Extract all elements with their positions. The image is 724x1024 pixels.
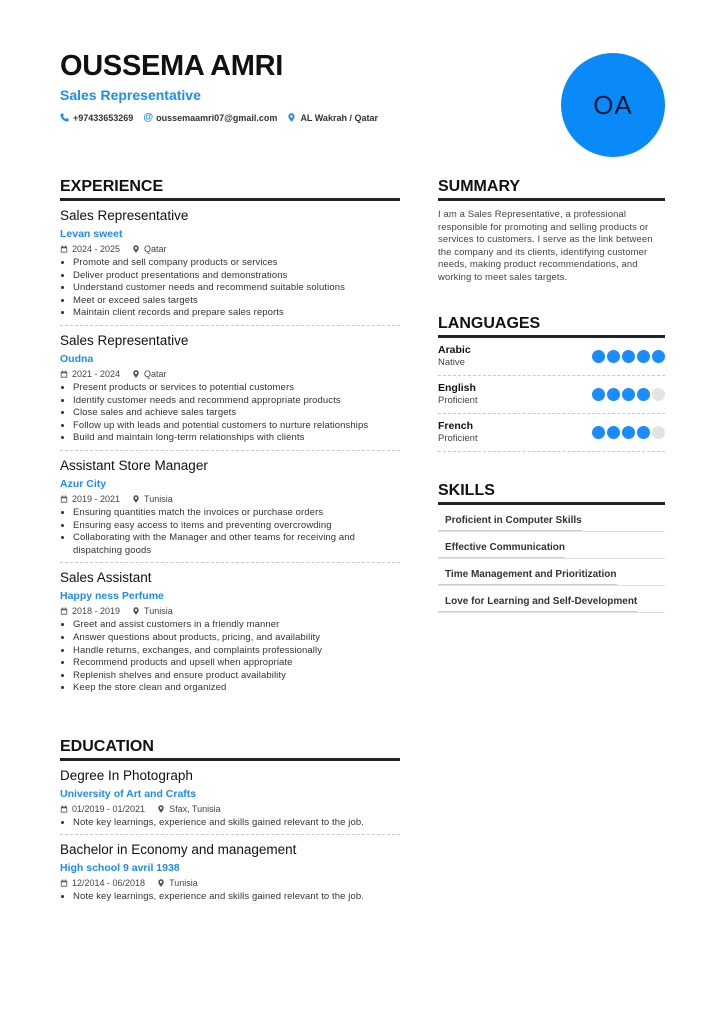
entry-dates bbox=[60, 803, 145, 815]
skills-list bbox=[438, 505, 665, 613]
location-text: AL Wakrah / Qatar bbox=[300, 112, 378, 123]
bullet-item: • Recommend products and upsell when appropriate bbox=[73, 657, 400, 670]
contact-location bbox=[287, 113, 378, 123]
school-name: University of Art and Crafts bbox=[60, 787, 197, 800]
languages-section bbox=[438, 315, 665, 452]
contact-phone[interactable] bbox=[60, 113, 133, 123]
bullet-item: • Understand customer needs and recommend suitable solutions bbox=[73, 282, 400, 295]
experience-entry bbox=[60, 451, 400, 563]
bullet-item: • Greet and assist customers in a friendly manner bbox=[73, 619, 400, 632]
rating-dot bbox=[637, 388, 650, 401]
summary-heading: SUMMARY bbox=[438, 178, 665, 201]
location-pin-icon bbox=[157, 805, 165, 813]
entry-meta bbox=[60, 803, 400, 815]
rating-dot bbox=[607, 388, 620, 401]
language-level: Native bbox=[438, 356, 465, 368]
contact-bar bbox=[60, 112, 388, 123]
dates-text: 12/2014 - 06/2018 bbox=[72, 878, 146, 889]
place-text: Qatar bbox=[144, 368, 167, 379]
bullet-item: • Identify customer needs and recommend appropriate products bbox=[73, 395, 400, 408]
rating-dot bbox=[652, 388, 665, 401]
rating-dot bbox=[592, 426, 605, 439]
candidate-name: OUSSEMA AMRI bbox=[60, 50, 284, 82]
place-text: Qatar bbox=[144, 244, 167, 254]
skills-section bbox=[438, 482, 665, 613]
skill-label: Effective Communication bbox=[445, 541, 566, 553]
entry-dates bbox=[60, 877, 145, 889]
bullet-item: • Build and maintain long-term relationships with clients bbox=[73, 432, 400, 445]
place-text: Sfax, Tunisia bbox=[169, 803, 221, 814]
bullet-item: • Answer questions about products, pricing, and availability bbox=[73, 632, 400, 645]
company-name: Oudna bbox=[60, 352, 94, 365]
experience-entry bbox=[60, 563, 400, 700]
bullet-item: • Keep the store clean and organized bbox=[73, 682, 400, 695]
entry-place bbox=[132, 493, 173, 505]
rating-dot bbox=[607, 350, 620, 363]
entry-place bbox=[157, 803, 221, 815]
skill-tag bbox=[438, 505, 582, 531]
location-pin-icon bbox=[287, 113, 296, 122]
education-section bbox=[60, 738, 400, 909]
place-text: Tunisia bbox=[144, 606, 173, 617]
degree-title: Bachelor in Economy and management bbox=[60, 842, 297, 858]
rating-dot bbox=[592, 388, 605, 401]
entry-meta bbox=[60, 493, 400, 505]
bullet-item: • Deliver product presentations and demonstrations bbox=[73, 270, 400, 283]
rating-dot bbox=[652, 350, 665, 363]
dates-text: 2021 - 2024 bbox=[72, 368, 121, 379]
job-title: Sales Representative bbox=[60, 332, 189, 348]
job-title: Sales Representative bbox=[60, 208, 189, 223]
languages-heading: LANGUAGES bbox=[438, 315, 665, 338]
rating-dot bbox=[637, 426, 650, 439]
languages-list bbox=[438, 338, 665, 452]
bullet-item: • Ensuring quantities match the invoices or purchase orders bbox=[73, 507, 400, 520]
education-entry bbox=[60, 835, 400, 909]
bullet-item: • Close sales and achieve sales targets bbox=[73, 407, 400, 420]
entry-dates bbox=[60, 243, 120, 255]
job-bullets bbox=[60, 619, 400, 695]
location-pin-icon bbox=[132, 607, 140, 615]
entry-place bbox=[132, 368, 167, 380]
location-pin-icon bbox=[132, 245, 140, 253]
left-column bbox=[60, 178, 400, 909]
bullet-item: • Maintain client records and prepare sales reports bbox=[73, 307, 400, 320]
language-entry bbox=[438, 376, 665, 414]
entry-place bbox=[132, 605, 173, 617]
job-title: Sales Assistant bbox=[60, 570, 152, 586]
company-name: Azur City bbox=[60, 477, 107, 490]
job-title: Assistant Store Manager bbox=[60, 457, 208, 473]
education-list bbox=[60, 761, 400, 909]
rating-dot bbox=[622, 388, 635, 401]
language-name: Arabic bbox=[438, 343, 471, 356]
skill-tag bbox=[438, 586, 637, 612]
dates-text: 01/2019 - 01/2021 bbox=[72, 803, 146, 814]
education-heading: EDUCATION bbox=[60, 738, 400, 761]
entry-place bbox=[157, 877, 198, 889]
bullet-item: • Promote and sell company products or services bbox=[73, 257, 400, 270]
dates-text: 2018 - 2019 bbox=[72, 606, 121, 617]
language-name: English bbox=[438, 381, 476, 394]
skill-label: Proficient in Computer Skills bbox=[445, 514, 582, 526]
bullet-item: • Follow up with leads and potential customers to nurture relationships bbox=[73, 420, 400, 433]
right-column bbox=[438, 178, 665, 613]
skill-label: Time Management and Prioritization bbox=[445, 568, 617, 580]
bullet-item: • Meet or exceed sales targets bbox=[73, 295, 400, 308]
entry-dates bbox=[60, 368, 120, 380]
at-icon: @ bbox=[143, 112, 154, 123]
language-level: Proficient bbox=[438, 432, 478, 444]
language-rating bbox=[590, 426, 665, 439]
rating-dot bbox=[607, 426, 620, 439]
language-entry bbox=[438, 414, 665, 452]
entry-meta bbox=[60, 605, 400, 617]
job-bullets bbox=[60, 257, 400, 320]
calendar-icon bbox=[60, 879, 68, 887]
rating-dot bbox=[652, 426, 665, 439]
calendar-icon bbox=[60, 495, 68, 503]
rating-dot bbox=[622, 426, 635, 439]
location-pin-icon bbox=[132, 495, 140, 503]
entry-dates bbox=[60, 493, 120, 505]
experience-heading: EXPERIENCE bbox=[60, 178, 400, 201]
entry-place bbox=[132, 243, 167, 255]
phone-text: +97433653269 bbox=[73, 112, 134, 123]
bullet-item: • Collaborating with the Manager and other teams for receiving and dispatching goods bbox=[73, 532, 400, 557]
skills-heading: SKILLS bbox=[438, 482, 665, 505]
degree-title: Degree In Photograph bbox=[60, 767, 193, 783]
location-pin-icon bbox=[132, 370, 140, 378]
location-pin-icon bbox=[157, 879, 165, 887]
company-name: Levan sweet bbox=[60, 228, 123, 240]
education-bullets bbox=[60, 817, 400, 830]
rating-dot bbox=[622, 350, 635, 363]
entry-meta bbox=[60, 877, 400, 889]
rating-dot bbox=[592, 350, 605, 363]
language-rating bbox=[590, 350, 665, 363]
calendar-icon bbox=[60, 805, 68, 813]
skill-tag bbox=[438, 532, 565, 558]
email-text: oussemaamri07@gmail.com bbox=[156, 112, 278, 123]
language-name: French bbox=[438, 419, 474, 432]
experience-entry bbox=[60, 201, 400, 326]
company-name: Happy ness Perfume bbox=[60, 590, 164, 603]
experience-list bbox=[60, 201, 400, 700]
bullet-item: • Note key learnings, experience and skills gained relevant to the job. bbox=[73, 891, 400, 904]
contact-email[interactable] bbox=[143, 112, 277, 123]
dates-text: 2019 - 2021 bbox=[72, 493, 121, 504]
skill-row bbox=[438, 532, 665, 559]
job-bullets bbox=[60, 382, 400, 445]
place-text: Tunisia bbox=[169, 878, 198, 889]
phone-icon bbox=[60, 113, 69, 122]
skill-row bbox=[438, 559, 665, 586]
calendar-icon bbox=[60, 370, 68, 378]
dates-text: 2024 - 2025 bbox=[72, 244, 121, 254]
bullet-item: • Ensuring easy access to items and preventing overcrowding bbox=[73, 520, 400, 533]
bullet-item: • Present products or services to potential customers bbox=[73, 382, 400, 395]
entry-dates bbox=[60, 605, 120, 617]
bullet-item: • Replenish shelves and ensure product availability bbox=[73, 670, 400, 683]
language-rating bbox=[590, 388, 665, 401]
education-bullets bbox=[60, 891, 400, 904]
calendar-icon bbox=[60, 607, 68, 615]
skill-row bbox=[438, 505, 665, 532]
language-level: Proficient bbox=[438, 394, 478, 406]
language-entry bbox=[438, 338, 665, 376]
entry-meta bbox=[60, 368, 400, 380]
school-name: High school 9 avril 1938 bbox=[60, 862, 180, 875]
experience-entry bbox=[60, 326, 400, 451]
calendar-icon bbox=[60, 245, 68, 253]
avatar: OA bbox=[561, 53, 665, 157]
summary-text: I am a Sales Representative, a professional responsible for promoting and selling products or services to customers. I serve as the link between the company and its clients, identifying customer needs, making product recommendations, and working to meet sales targets. bbox=[438, 209, 653, 283]
skill-label: Love for Learning and Self-Development bbox=[445, 595, 638, 607]
education-entry bbox=[60, 761, 400, 836]
bullet-item: • Handle returns, exchanges, and complaints professionally bbox=[73, 645, 400, 658]
place-text: Tunisia bbox=[144, 493, 173, 504]
skill-row bbox=[438, 586, 665, 613]
candidate-role: Sales Representative bbox=[60, 87, 201, 103]
job-bullets bbox=[60, 507, 400, 557]
bullet-item: • Note key learnings, experience and skills gained relevant to the job. bbox=[73, 817, 400, 830]
rating-dot bbox=[637, 350, 650, 363]
entry-meta bbox=[60, 243, 400, 255]
skill-tag bbox=[438, 559, 617, 585]
